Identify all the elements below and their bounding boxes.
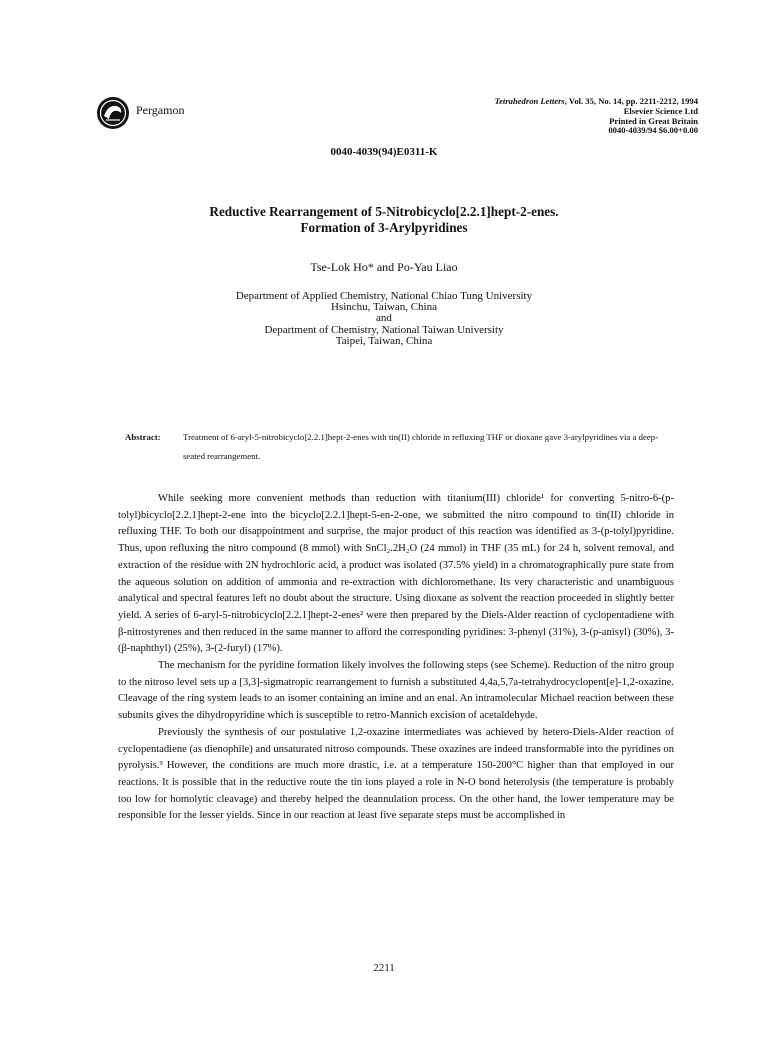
body-paragraph-3: Previously the synthesis of our postulative 1,2-oxazine intermediates was achieved by hetero-Diels-Alder reaction of cyclopentadiene (as dienophile) and unsaturated nitroso compounds. These oxazines are indeed transformable into the pyridines on pyrolysis.³ However, the conditions are much more drastic, i.e. at a temperature 150-200°C higher than that employed in our reactions. It is possible that in the reductive route the tin ions played a role in N-O bond heterolysis (the temperature is probably too low for homolytic cleavage) and thereby helped the deannulation process. On the other hand, the lower temperature may be responsible for the lesser yields. Since in our reaction at least five separate steps must be accomplished in — [118, 726, 674, 822]
affiliation-dept-2: Department of Chemistry, National Taiwan University — [264, 323, 504, 336]
paper-title — [0, 204, 768, 236]
affiliation-and: and — [376, 312, 392, 325]
copyright-line: Elsevier Science Ltd — [623, 105, 698, 116]
issn-price-line: 0040-4039/94 $6.00+0.00 — [608, 125, 698, 136]
doi-code: 0040-4039(94)E0311-K — [330, 146, 438, 158]
abstract-text: Treatment of 6-aryl-5-nitrobicyclo[2.2.1]hept-2-enes with tin(II) chloride in refluxing THF or dioxane gave 3-arylpyridines via a deep-seated rearrangement. — [183, 432, 659, 461]
body-paragraph-2: The mechanism for the pyridine formation likely involves the following steps (see Scheme). Reduction of the nitro group to the nitroso level sets up a [3,3]-sigmatropic rearrangement to furnish a substituted 4,4a,5,7a-tetrahydrocyclopent[e]-1,2-oxazine. Cleavage of the ring system leads to an isomer containing an imine and an enal. An intramolecular Michael reaction between these subunits gives the dihydropyridine which is susceptible to retro-Mannich excision of acetaldehyde. — [118, 660, 674, 722]
page-number: 2211 — [373, 962, 395, 974]
title-line-1: Reductive Rearrangement of 5-Nitrobicyclo[2.2.1]hept-2-enes. — [209, 204, 559, 219]
affiliation-dept-1: Department of Applied Chemistry, National Chiao Tung University — [235, 290, 533, 302]
abstract — [125, 428, 665, 466]
publisher-name: Pergamon — [136, 103, 185, 117]
citation-details: , Vol. 35, No. 14, pp. 2211-2212, 1994 — [564, 96, 698, 106]
body-text — [118, 491, 674, 825]
publication-info — [495, 97, 698, 136]
body-paragraph-1: While seeking more convenient methods than reduction with titanium(III) chloride¹ for converting 5-nitro-6-(p-tolyl)bicyclo[2.2.1]hept-2-ene into the bicyclo[2.2.1]hept-5-en-2-one, we submitted the nitro compound to tin(II) chloride in refluxing THF. To both our disappointment and surprise, the major product of this reaction was identified as 3-(p-tolyl)pyridine. Thus, upon refluxing the nitro compound (8 mmol) with SnCl₂.2H₂O (24 mmol) in THF (35 mL) for 24 h, solvent removal, and extraction of the residue with 2N hydrochloric acid, a product was isolated (37.5% yield) in a chromatographically pure state from the aqueous solution on addition of ammonia and re-extraction with dichloromethane. Its very characteristic and unambiguous analytical and spectral features left no doubt about the structure. Using dioxane as solvent the reaction proceeded in slightly better yield. A series of 6-aryl-5-nitrobicyclo[2.2.1]hept-2-enes² were then prepared by the Diels-Alder reaction of cyclopentadiene with β-nitrostyrenes and then reduced in the same manner to afford the corresponding pyridines: 3-phenyl (31%), 3-(p-anisyl) (30%), 3-(β-naphthyl) (25%), 3-(2-furyl) (17%). — [118, 493, 674, 655]
affiliation-city-1: Hsinchu, Taiwan, China — [331, 301, 437, 314]
authors: Tse-Lok Ho* and Po-Yau Liao — [310, 260, 458, 274]
title-line-2: Formation of 3-Arylpyridines — [300, 220, 468, 235]
pergamon-logo — [96, 96, 130, 130]
printed-line: Printed in Great Britain — [609, 115, 698, 126]
abstract-label: Abstract: — [125, 432, 161, 442]
affiliation-city-2: Taipei, Taiwan, China — [335, 334, 433, 347]
affiliations — [0, 291, 768, 347]
journal-name: Tetrahedron Letters — [494, 96, 565, 106]
